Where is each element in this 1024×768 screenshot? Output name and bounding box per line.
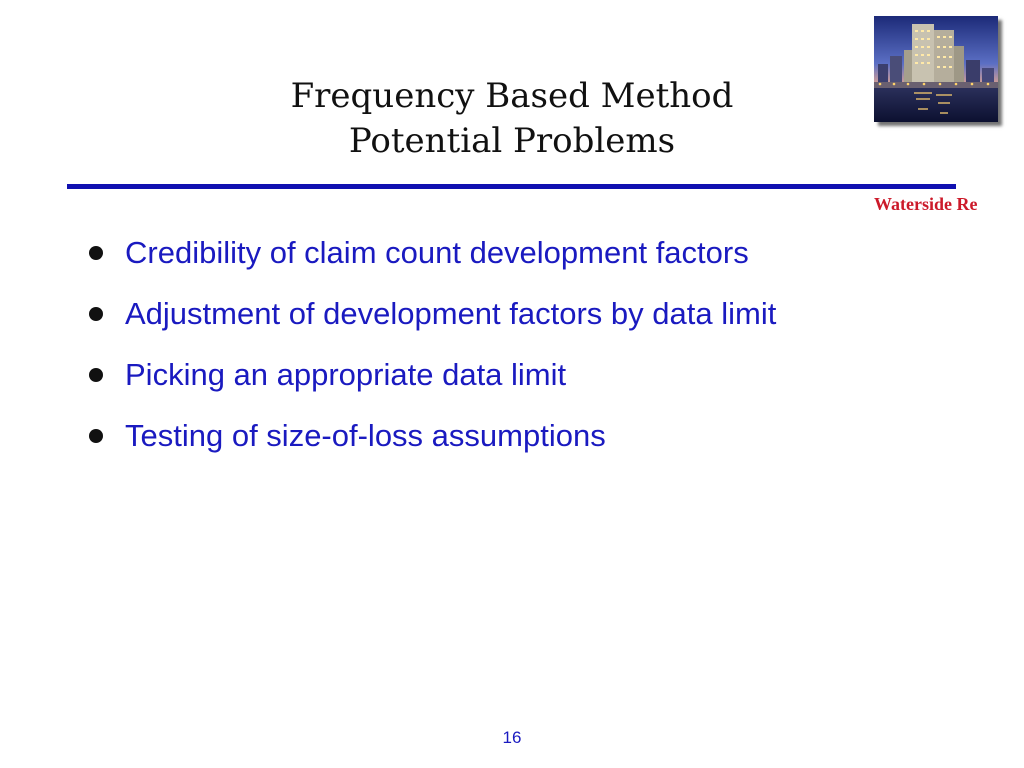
page-number: 16 [502,728,522,747]
bullet-dot-icon [89,307,103,321]
slide-title-line-1: Frequency Based Method [290,76,734,116]
bullet-item [80,415,950,456]
bullet-dot-icon [89,368,103,382]
bullet-dot-icon [89,429,103,443]
brand-label: Waterside Re [874,194,978,214]
bullet-dot-icon [89,246,103,260]
bullet-text: Testing of size-of-loss assumptions [125,418,606,453]
bullet-item [80,293,950,334]
bullet-list [80,232,950,476]
bullet-text: Adjustment of development factors by data limit [125,296,777,331]
slide-title-line-2: Potential Problems [348,121,676,161]
bullet-text: Credibility of claim count development factors [125,235,749,270]
slide-title [0,74,1024,164]
bullet-text: Picking an appropriate data limit [125,357,567,392]
bullet-item [80,232,950,273]
bullet-item [80,354,950,395]
title-divider-rule [67,184,956,189]
